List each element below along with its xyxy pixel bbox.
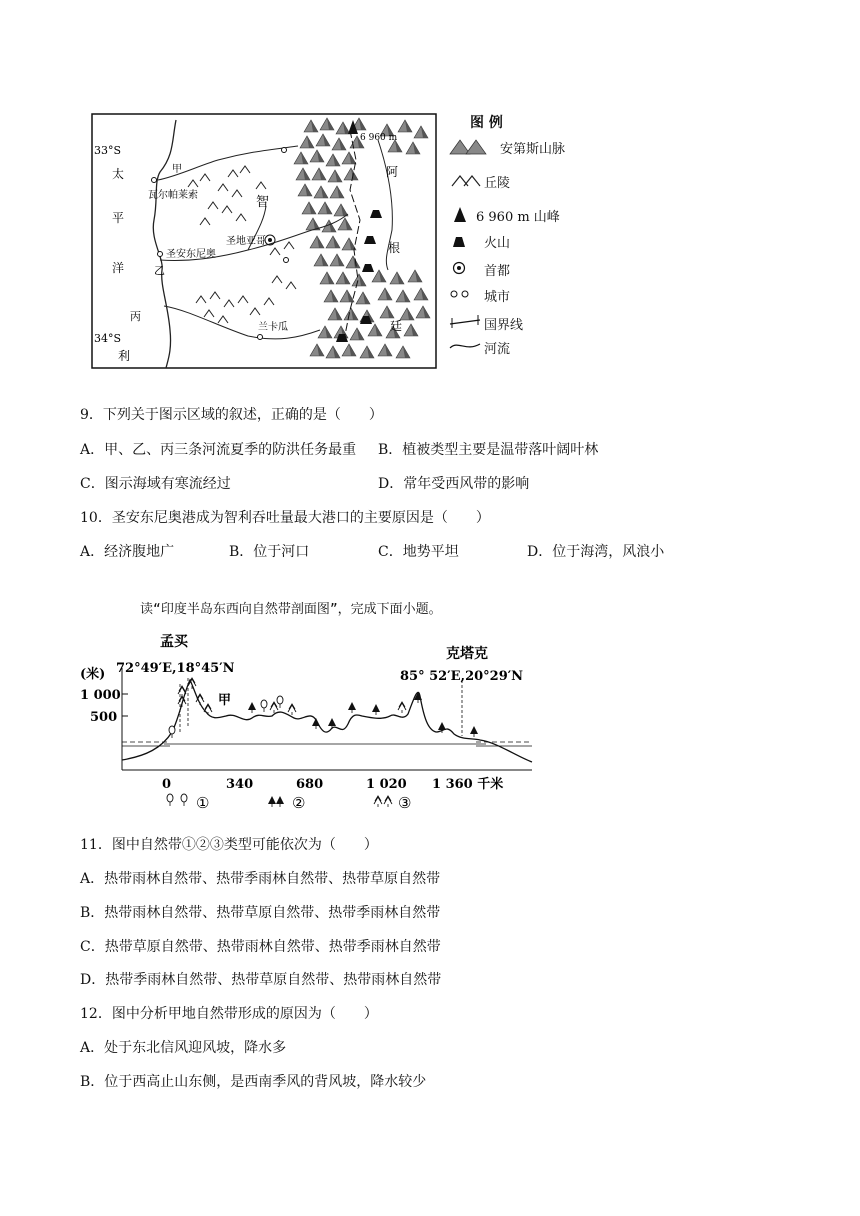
y-tick-1000: 1 000: [80, 688, 121, 703]
legend-label: 丘陵: [484, 176, 511, 191]
river-bing-label: 丙: [130, 310, 141, 323]
q11-option-c: C．热带草原自然带、热带雨林自然带、热带季雨林自然带: [80, 939, 441, 955]
legend-row-city: [448, 284, 511, 308]
q10-option-c: C．地势平坦: [378, 544, 459, 560]
chile-map-svg: [88, 110, 440, 372]
map-legend: [448, 112, 598, 362]
legend-label: 国界线: [484, 318, 524, 333]
q12-option-b: B．位于西高止山东侧，是西南季风的背风坡，降水较少: [80, 1074, 427, 1090]
lat-33s-label: 33°S: [94, 144, 122, 157]
legend-row-border: [448, 312, 524, 336]
san-antonio-label: 圣安东尼奥: [166, 249, 216, 260]
bombay-coord: 72°49′E,18°45′N: [116, 661, 235, 676]
city-icon: [448, 284, 472, 304]
legend-mark-1: ①: [196, 794, 210, 812]
river-jia-label: 甲: [172, 164, 182, 175]
ocean-char-4: 利: [118, 349, 131, 363]
bombay-label: 孟买: [160, 634, 188, 650]
legend-row-mountains: [448, 136, 566, 160]
q9-stem: 9．下列关于图示区域的叙述，正确的是（ ）: [80, 407, 383, 423]
q10-option-d: D．位于海湾，风浪小: [527, 544, 665, 560]
legend-row-hills: [448, 170, 511, 194]
valparaiso-label: 瓦尔帕莱索: [148, 190, 198, 201]
savanna-tree-icon: [374, 796, 382, 807]
legend-title: 图 例: [470, 115, 503, 131]
santiago-label: 圣地亚哥: [226, 236, 266, 247]
chile-map: [88, 110, 440, 372]
volcano-icon: [448, 230, 468, 250]
q9-option-c: C．图示海域有寒流经过: [80, 476, 231, 492]
border-icon: [448, 312, 482, 332]
y-tick-500: 500: [90, 710, 118, 725]
conifer-tree-icon: [268, 796, 276, 807]
ocean-char-1: 太: [112, 167, 125, 181]
legend-label: 6 960 m 山峰: [476, 210, 560, 225]
chile-label: 智: [256, 195, 270, 210]
profile-svg: [76, 628, 546, 816]
capital-icon: [448, 258, 468, 278]
x-tick-1020: 1 020: [366, 777, 407, 792]
q11-stem: 11．图中自然带①②③类型可能依次为（ ）: [80, 837, 378, 853]
legend-label: 安第斯山脉: [500, 142, 566, 157]
q11-option-b: B．热带雨林自然带、热带草原自然带、热带季雨林自然带: [80, 905, 441, 921]
legend-row-peak: [448, 204, 560, 228]
argentina-char-3: 廷: [390, 319, 403, 333]
ocean-char-2: 平: [112, 211, 125, 225]
q11-option-a: A．热带雨林自然带、热带季雨林自然带、热带草原自然带: [80, 871, 441, 887]
q10-option-b: B．位于河口: [229, 544, 310, 560]
legend-mark-3: ③: [398, 794, 412, 812]
peak-height-label: 6 960 m: [360, 133, 398, 143]
argentina-char-2: 根: [388, 241, 401, 255]
argentina-char-1: 阿: [386, 165, 399, 179]
x-tick-0: 0: [162, 777, 172, 792]
rancagua-label: 兰卡瓜: [258, 322, 288, 333]
river-yi-label: 乙: [154, 264, 165, 277]
jia-label: 甲: [218, 693, 232, 708]
q9-option-a: A．甲、乙、丙三条河流夏季的防洪任务最重: [80, 442, 357, 458]
terrain-profile: [122, 680, 532, 762]
legend-row-capital: [448, 258, 511, 282]
river-icon: [448, 336, 482, 356]
q10-option-a: A．经济腹地广: [80, 544, 175, 560]
y-axis-unit: (米): [80, 667, 106, 682]
peak-triangle-icon: [448, 204, 468, 224]
legend-label: 首都: [484, 264, 511, 279]
q11-option-d: D．热带季雨林自然带、热带草原自然带、热带雨林自然带: [80, 972, 442, 988]
ocean-char-3: 洋: [112, 261, 125, 275]
section-intro: 读“印度半岛东西向自然带剖面图”，完成下面小题。: [140, 602, 442, 617]
india-profile-diagram: [76, 628, 546, 816]
q12-option-a: A．处于东北信风迎风坡，降水多: [80, 1040, 287, 1056]
x-tick-340: 340: [226, 777, 254, 792]
q10-stem: 10．圣安东尼奥港成为智利吞吐量最大港口的主要原因是（ ）: [80, 510, 490, 526]
legend-mark-2: ②: [292, 794, 306, 812]
cuttack-label: 克塔克: [446, 646, 488, 662]
broadleaf-tree-icon: [167, 794, 173, 806]
x-tick-1360: 1 360 千米: [432, 777, 504, 792]
legend-label: 城市: [484, 290, 511, 305]
x-tick-680: 680: [296, 777, 324, 792]
q9-option-d: D．常年受西风带的影响: [378, 476, 530, 492]
legend-label: 河流: [484, 342, 511, 357]
mountain-range-icon: [448, 136, 492, 156]
legend-row-river: [448, 336, 511, 360]
q12-stem: 12．图中分析甲地自然带形成的原因为（ ）: [80, 1006, 378, 1022]
cuttack-coord: 85° 52′E,20°29′N: [400, 669, 524, 684]
legend-row-volcano: [448, 230, 511, 254]
legend-label: 火山: [484, 236, 511, 251]
q9-option-b: B．植被类型主要是温带落叶阔叶林: [378, 442, 599, 458]
lat-34s-label: 34°S: [94, 332, 122, 345]
